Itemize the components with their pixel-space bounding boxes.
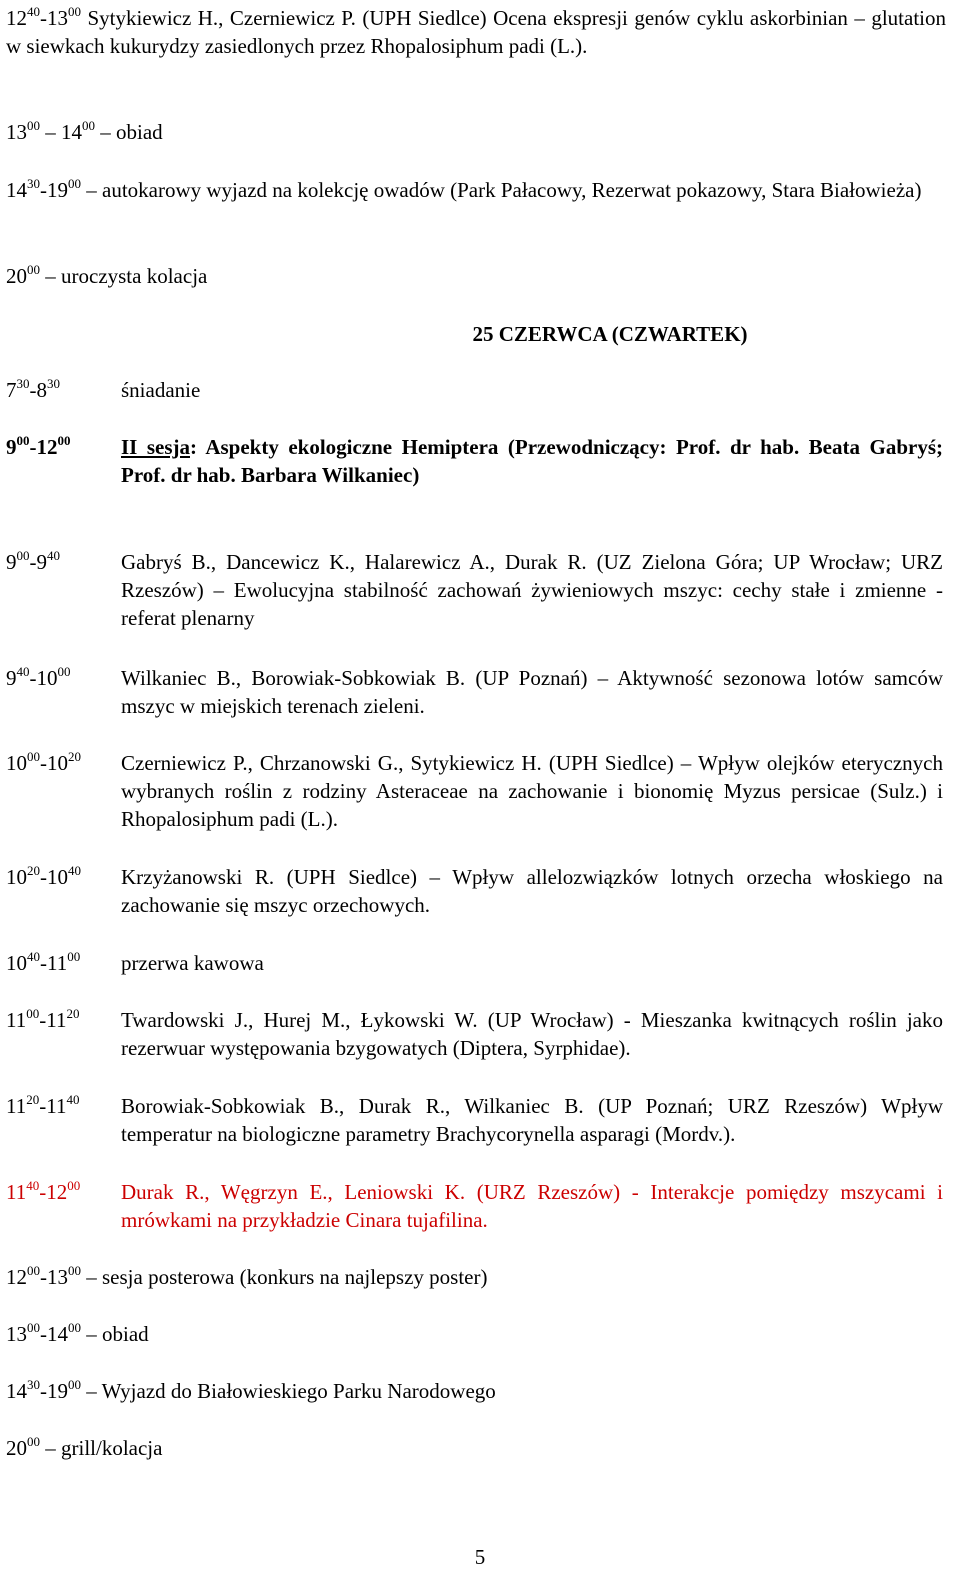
- time-range: $14^{30}-19^{00}$: [6, 176, 81, 202]
- time-range: $12^{00}-13^{00}$: [6, 1263, 81, 1289]
- time-range: $10^{40}-11^{00}$: [6, 949, 81, 975]
- entry-1200: [6, 1263, 487, 1291]
- entry-1430: [6, 176, 946, 204]
- time-range: $9^{00}-12^{00}$: [6, 433, 71, 459]
- entry-text: – obiad: [86, 1322, 149, 1346]
- time-range: $9^{40}-10^{00}$: [6, 664, 71, 690]
- entry-text: – obiad: [100, 120, 163, 144]
- entry-1300: [6, 118, 163, 146]
- schedule-text: Durak R., Węgrzyn E., Leniowski K. (URZ Rzeszów) - Interakcje pomiędzy mszycami i mrówkami na przykładzie Cinara tujafilina.: [121, 1180, 943, 1232]
- entry-1430b: [6, 1377, 496, 1405]
- time-range: $13^{00} - 14^{00}$: [6, 118, 95, 144]
- session-text: : Aspekty ekologiczne Hemiptera (Przewodniczący: Prof. dr hab. Beata Gabryś; Prof. dr hab. Barbara Wilkaniec): [121, 435, 943, 487]
- schedule-text: Krzyżanowski R. (UPH Siedlce) – Wpływ allelozwiązków lotnych orzecha włoskiego na zachowanie się mszyc orzechowych.: [121, 865, 943, 917]
- entry-text: Sytykiewicz H., Czerniewicz P. (UPH Siedlce) Ocena ekspresji genów cyklu askorbinian – glutation w siewkach kukurydzy zasiedlonych przez Rhopalosiphum padi (L.).: [6, 6, 946, 58]
- schedule-text: śniadanie: [121, 378, 201, 402]
- entry-text: – autokarowy wyjazd na kolekcję owadów (Park Pałacowy, Rezerwat pokazowy, Stara Białowieża): [86, 178, 922, 202]
- time-range: $9^{00}-9^{40}$: [6, 548, 60, 574]
- session-label: II sesja: [121, 435, 190, 459]
- session-heading: [121, 433, 943, 489]
- schedule-text: Czerniewicz P., Chrzanowski G., Sytykiewicz H. (UPH Siedlce) – Wpływ olejków eterycznych wybranych roślin z rodziny Asteraceae na zachowanie i bionomię Myzus persicae (Sulz.) i Rhopalosiphum padi (L.).: [121, 751, 943, 831]
- entry-text: – uroczysta kolacja: [45, 264, 208, 288]
- time-range: $20^{00}$: [6, 1434, 40, 1460]
- entry-text: – sesja posterowa (konkurs na najlepszy poster): [86, 1265, 488, 1289]
- entry-2000b: [6, 1434, 162, 1462]
- day-heading: 25 CZERWCA (CZWARTEK): [472, 322, 748, 346]
- schedule-text: Gabryś B., Dancewicz K., Halarewicz A., Durak R. (UZ Zielona Góra; UP Wrocław; URZ Rzeszów) – Ewolucyjna stabilność zachowań żywieniowych mszyc: cechy stałe i zmienne - referat plenarny: [121, 550, 943, 630]
- entry-text: – Wyjazd do Białowieskiego Parku Narodowego: [86, 1379, 496, 1403]
- time-range: $10^{20}-10^{40}$: [6, 863, 81, 889]
- schedule-text: Wilkaniec B., Borowiak-Sobkowiak B. (UP Poznań) – Aktywność sezonowa lotów samców mszyc w miejskich terenach zieleni.: [121, 666, 943, 718]
- page-number: 5: [474, 1545, 486, 1569]
- schedule-text: przerwa kawowa: [121, 951, 264, 975]
- entry-1300b: [6, 1320, 149, 1348]
- time-range: $11^{40}-12^{00}$: [6, 1178, 81, 1204]
- time-range: $14^{30}-19^{00}$: [6, 1377, 81, 1403]
- entry-text: – grill/kolacja: [45, 1436, 163, 1460]
- time-range: $20^{00}$: [6, 262, 40, 288]
- time-range: $11^{00}-11^{20}$: [6, 1006, 80, 1032]
- entry-1240: [6, 4, 946, 60]
- time-range: $11^{20}-11^{40}$: [6, 1092, 80, 1118]
- time-range: $12^{40}-13^{00}$: [6, 4, 81, 30]
- time-range: $7^{30}-8^{30}$: [6, 376, 60, 402]
- entry-2000: [6, 262, 207, 290]
- time-range: $13^{00}-14^{00}$: [6, 1320, 81, 1346]
- schedule-text: Borowiak-Sobkowiak B., Durak R., Wilkaniec B. (UP Poznań; URZ Rzeszów) Wpływ temperatur na biologiczne parametry Brachycorynella asparagi (Mordv.).: [121, 1094, 943, 1146]
- time-range: $10^{00}-10^{20}$: [6, 749, 81, 775]
- schedule-text: Twardowski J., Hurej M., Łykowski W. (UP Wrocław) - Mieszanka kwitnących roślin jako rezerwuar występowania bzygowatych (Diptera, Syrphidae).: [121, 1008, 943, 1060]
